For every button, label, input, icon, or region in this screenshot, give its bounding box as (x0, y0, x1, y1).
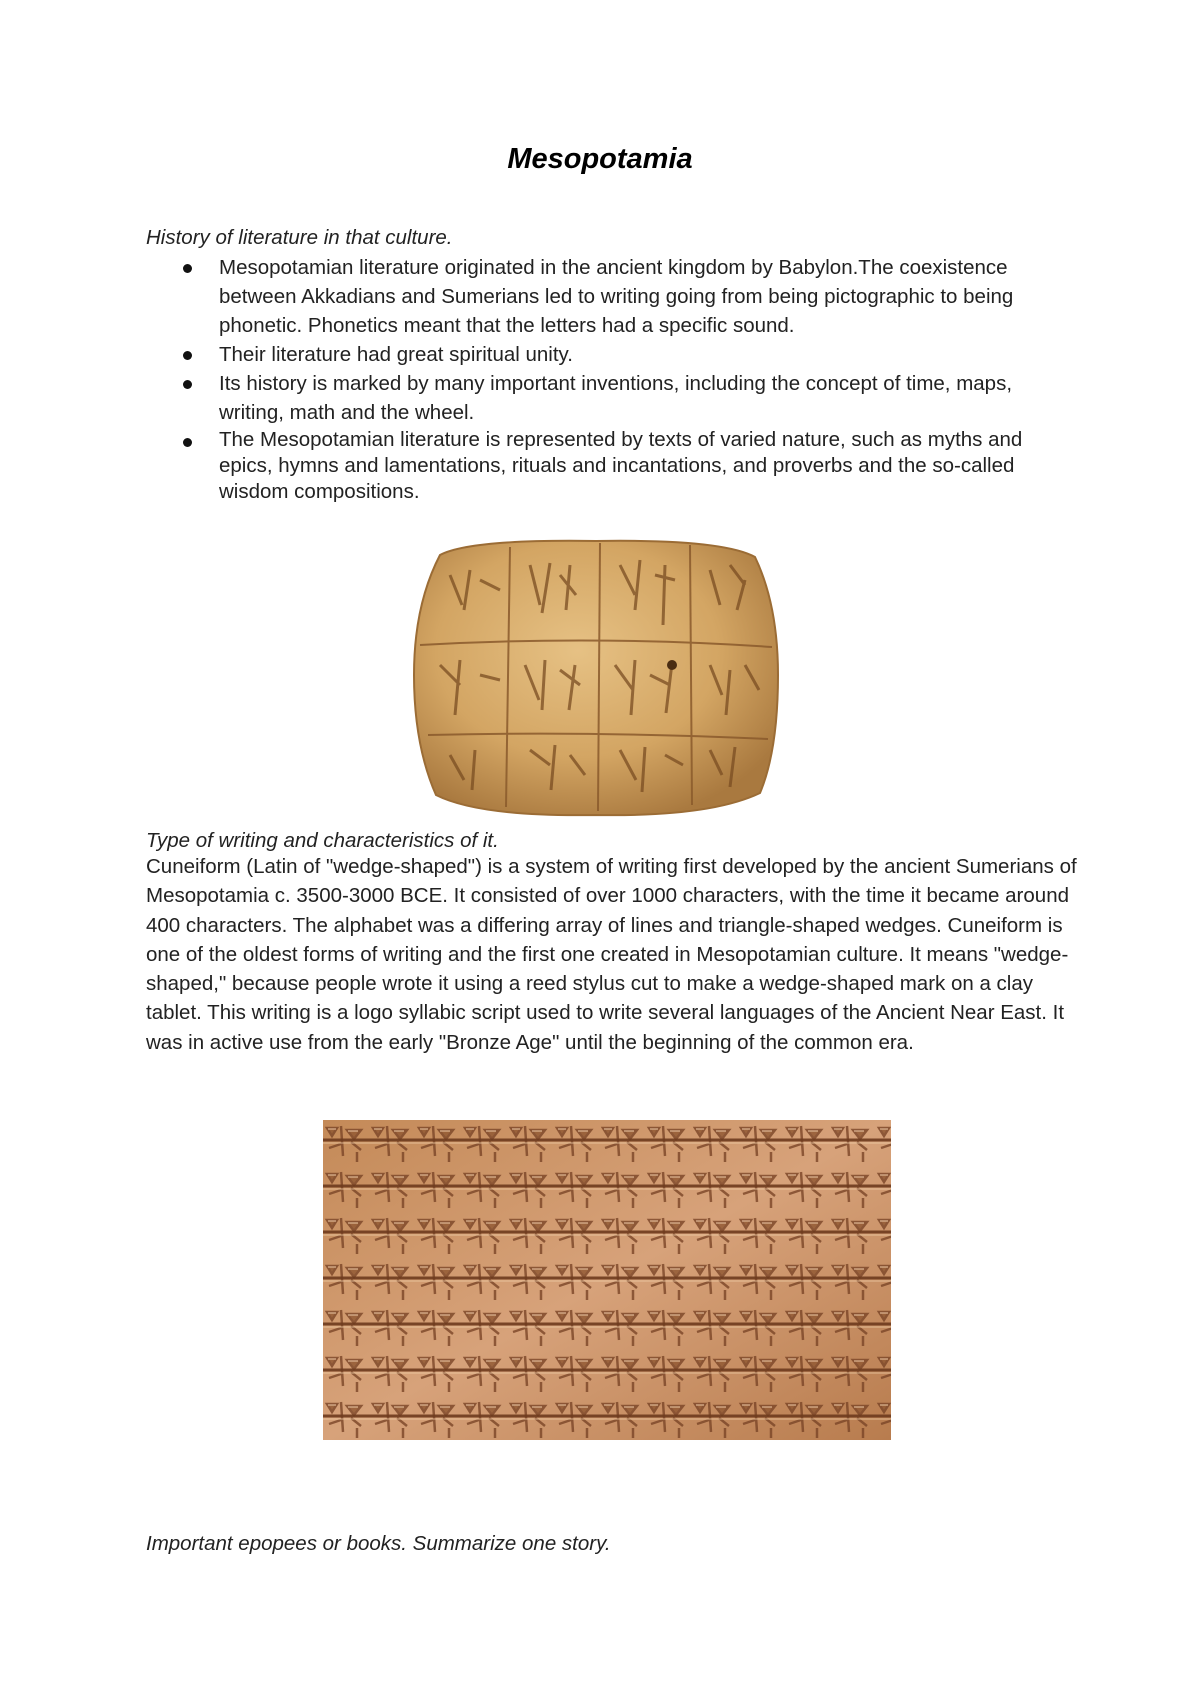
bullet-icon (183, 351, 192, 360)
list-item-text: Its history is marked by many important inventions, including the concept of time, maps, writing, math and the wheel. (219, 372, 1013, 424)
section-heading-history: History of literature in that culture. (146, 226, 453, 249)
list-item-text: Their literature had great spiritual unity. (219, 343, 573, 366)
list-item (146, 369, 1066, 427)
cuneiform-relief-image (323, 1120, 891, 1440)
clay-tablet-image (410, 535, 782, 818)
list-item-text: The Mesopotamian literature is represented by texts of varied nature, such as myths and epics, hymns and lamentations, rituals and incantations, and proverbs and the so-called wisdom compositions. (219, 428, 1023, 503)
list-item (146, 340, 1066, 369)
bullet-icon (183, 264, 192, 273)
bullet-icon (183, 438, 192, 447)
list-item (146, 253, 1066, 340)
section-heading-writing: Type of writing and characteristics of it. (146, 829, 499, 852)
section-heading-epopees: Important epopees or books. Summarize one story. (146, 1532, 611, 1555)
history-bullet-list (146, 253, 1066, 505)
list-item (146, 427, 1066, 505)
list-item-text: Mesopotamian literature originated in the ancient kingdom by Babylon.The coexistence between Akkadians and Sumerians led to writing going from being pictographic to being phonetic. Phonetics meant that the letters had a specific sound. (219, 256, 1014, 337)
page-title: Mesopotamia (507, 143, 693, 175)
bullet-icon (183, 380, 192, 389)
cuneiform-paragraph: Cuneiform (Latin of "wedge-shaped") is a system of writing first developed by the ancient Sumerians of Mesopotamia c. 3500-3000 BCE. It consisted of over 1000 characters, with the time it became around 400 characters. The alphabet was a differing array of lines and triangle-shaped wedges. Cuneiform is one of the oldest forms of writing and the first one created in Mesopotamian culture. It means "wedge-shaped," because people wrote it using a reed stylus cut to make a wedge-shaped mark on a clay tablet. This writing is a logo syllabic script used to write several languages of the Ancient Near East. It was in active use from the early "Bronze Age" until the beginning of the common era. (146, 855, 1077, 1054)
